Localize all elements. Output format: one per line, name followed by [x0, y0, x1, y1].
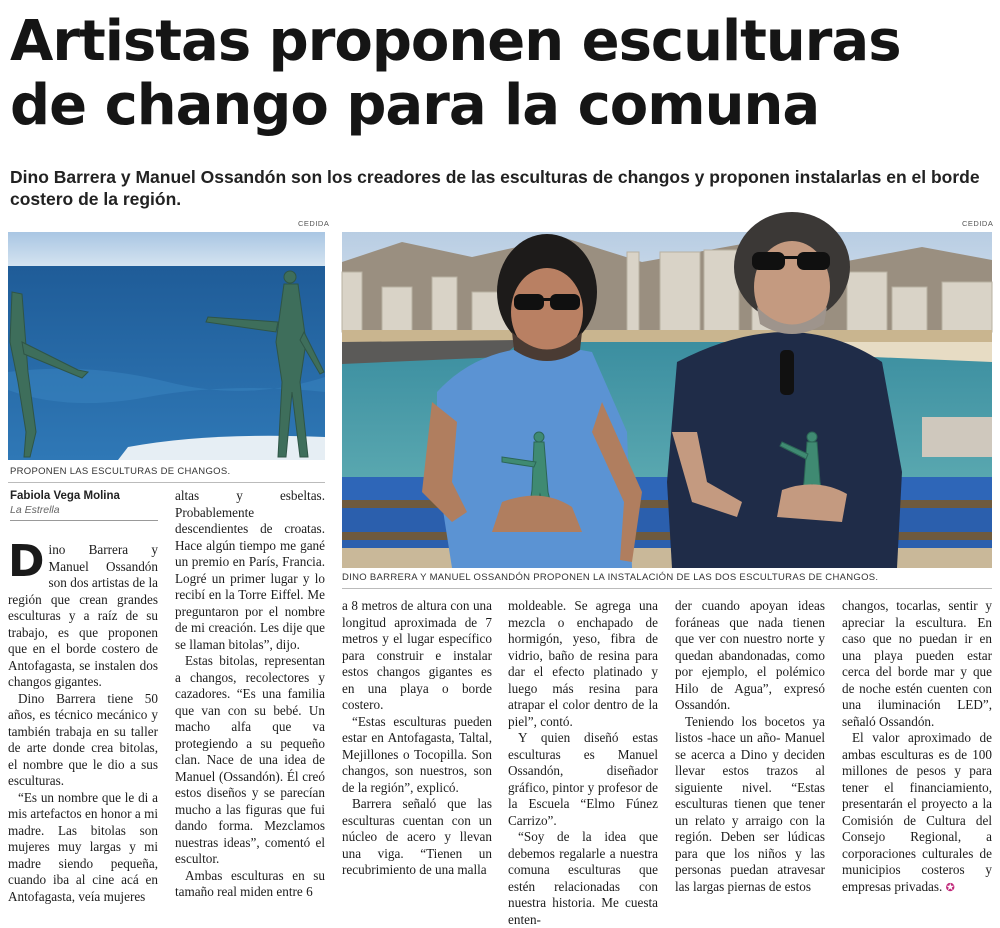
photo1-caption: PROPONEN LAS ESCULTURAS DE CHANGOS. [10, 466, 231, 477]
paragraph: a 8 metros de altura con una longitud aproximada de 7 metros y el lugar específico para construir e instalar estos changos gigantes es en una playa o borde costero. [342, 598, 492, 712]
paragraph: “Estas esculturas pueden estar en Antofagasta, Taltal, Mejillones o Tocopilla. Son changos, son nuestros, son de la región”, explicó. [342, 713, 492, 795]
end-mark-icon: ✪ [945, 881, 955, 894]
artists-photo-image [342, 232, 992, 568]
paragraph: Estas bitolas, representan a changos, recolectores y cazadores. “Es una familia que van con su bebé. Un macho alfa que va protegiendo a su pequeño clan. Nace de una idea de Manuel (Ossandón). Él creó estos diseños y se parecían mucho a las figuras que fui dando forma. Mezclamos nuestras ideas”, comentó el escultor. [175, 653, 325, 866]
paragraph: changos, tocarlas, sentir y apreciar la escultura. En caso que no puedan ir en una playa pueden estar cerca del borde mar y que de noche estén cuenten con una iluminación LED”, señaló Ossandón. [842, 598, 992, 729]
headline: Artistas proponen esculturas de chango para la comuna [10, 9, 901, 138]
article-column-6 [842, 598, 992, 896]
byline-author: Fabiola Vega Molina [10, 490, 120, 502]
article-column-5 [675, 598, 825, 895]
paragraph: der cuando apoyan ideas foráneas que nada tienen que ver con nuestro norte y quedan abandonadas, como por ejemplo, el polémico Hilo de Agua”, expresó Ossandón. [675, 598, 825, 712]
article-column-2 [175, 488, 325, 901]
paragraph: altas y esbeltas. Probablemente descendientes de croatas. Hace algún tiempo me gané un premio en París, Francia. Logré un primer lugar y lo recibí en la Torre Eiffel. Me preguntaron por el nombre de mi creación. Les dije que se llaman bitolas”, dijo. [175, 488, 325, 652]
paragraph: Ambas esculturas en su tamaño real miden entre 6 [175, 867, 325, 899]
caption2-rule [342, 588, 992, 589]
paragraph: El valor aproximado de ambas esculturas es de 100 millones de pesos y para tener el financiamiento, presentarán el proyecto a la Comisión de Cultura del Consejo Regional, a corporaciones culturales de municipios costeros y empresas privadas. ✪ [842, 730, 992, 894]
paragraph: Dino Barrera y Manuel Ossandón son dos artistas de la región que crean grandes esculturas y a raíz de su trabajo, es que proponen que en el borde costero de Antofagasta, se instalen dos changos gigantes. [8, 536, 158, 689]
paragraph: “Es un nombre que le di a mis artefactos en honor a mi madre. Las bitolas son mujeres muy largas y mi madre siendo pequeña, cuando iba al cine acá en Antofagasta, veía mujeres [8, 789, 158, 904]
byline-source: La Estrella [10, 504, 60, 516]
photo1-credit: CEDIDA [298, 219, 330, 228]
article-column-1 [8, 536, 158, 905]
photo2-caption: DINO BARRERA Y MANUEL OSSANDÓN PROPONEN LA INSTALACIÓN DE LAS DOS ESCULTURAS DE CHANGOS. [342, 572, 879, 583]
photo2-credit: CEDIDA [962, 219, 994, 228]
artists-photo [342, 232, 992, 568]
paragraph: Teniendo los bocetos ya listos -hace un año- Manuel se acerca a Dino y deciden llevar estos trazos al siguiente nivel. “Estas esculturas tienen que tener un relato y arraigo con la región. Deben ser lúdicas para que los niños y las personas puedan atravesar las largas piernas de estos [675, 713, 825, 894]
paragraph: moldeable. Se agrega una mezcla o enchapado de hormigón, yeso, fibra de vidrio, baño de resina para dar el efecto platinado y luego más resina para atrapar el color dentro de la piel”, contó. [508, 598, 658, 729]
paragraph: Barrera señaló que las esculturas cuentan con un núcleo de acero y llevan una viga. “Tienen un recubrimiento de una malla [342, 796, 492, 877]
paragraph: “Soy de la idea que debemos regalarle a nuestra comuna esculturas que estén relacionadas con nuestra historia. Me cuesta enten- [508, 829, 658, 927]
caption-rule [8, 482, 325, 483]
paragraph: Dino Barrera tiene 50 años, es técnico mecánico y también trabaja en su taller de arte donde crea bitolas, el nombre que le dio a sus esculturas. [8, 690, 158, 788]
sculpture-photo-image [8, 232, 325, 460]
article-column-4 [508, 598, 658, 928]
sculpture-photo [8, 232, 325, 460]
paragraph: Y quien diseñó estas esculturas es Manuel Ossandón, diseñador gráfico, pintor y profesor de la Escuela “Elmo Fúnez Carrizo”. [508, 730, 658, 828]
dropcap: D [8, 536, 45, 587]
subhead: Dino Barrera y Manuel Ossandón son los creadores de las esculturas de changos y proponen instalarlas en el borde costero de la región. [10, 167, 980, 209]
byline-rule [10, 520, 158, 521]
article-column-3 [342, 598, 492, 879]
